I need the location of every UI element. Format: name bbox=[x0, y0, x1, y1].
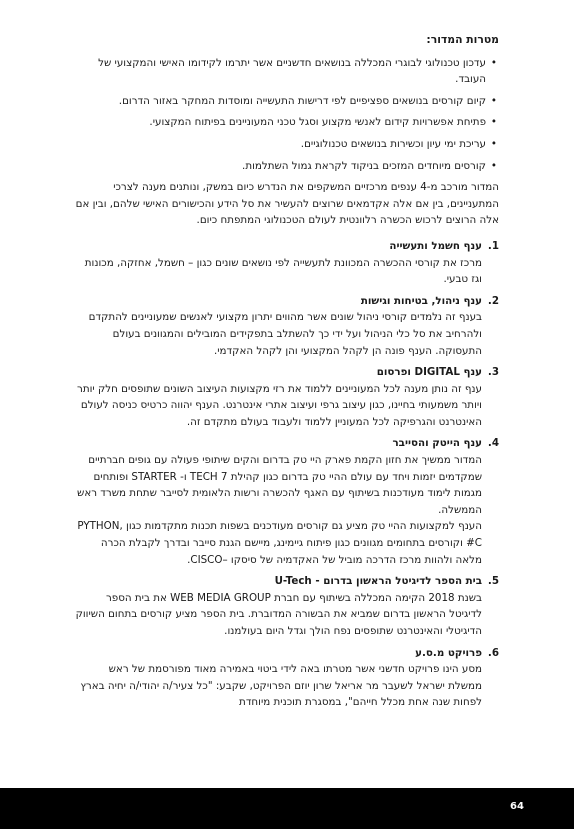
bullet-icon: • bbox=[490, 159, 497, 172]
section-title: מטרות המדור: bbox=[426, 33, 499, 46]
section-paragraph: בענף זה נלמדים קורסי ניהול שונים אשר מהווים יתרון מקצועי לאנשים שמעוניינים להתקדם ולהרחיב את סל כלי הניהול ועל ידי כך להשתלב בתפקידים המובילים והמגוונים בעולם התעסוקה. הענף פונה הן לקהל המקצועי והן לקהל האקדמי. bbox=[88, 311, 482, 357]
branch-section bbox=[75, 238, 499, 288]
section-body bbox=[75, 255, 482, 288]
branch-section bbox=[75, 435, 499, 568]
goal-text: עדכון טכנולוגי לבוגרי המכללה בנושאים חדשניים אשר יתרמו לקידומו האישי והמקצועי של העובד. bbox=[98, 56, 486, 86]
goal-item bbox=[75, 93, 499, 110]
goal-text: פתיחת אפשרויות קידום לאנשי מקצוע וסגל טכני המעוניינים בפיתוח המקצועי. bbox=[149, 116, 486, 129]
branches-list bbox=[75, 238, 499, 711]
footer-bar bbox=[0, 788, 574, 829]
section-heading: ענף ניהול, בטיחות וגישות bbox=[360, 294, 482, 307]
goal-item bbox=[75, 114, 499, 131]
page-number: 64 bbox=[510, 801, 524, 812]
branch-section bbox=[75, 573, 499, 639]
branch-section bbox=[75, 364, 499, 430]
goal-text: קורסים מיוחדים המזכים בניקוד לקראת גמול השתלמות. bbox=[242, 159, 486, 172]
goal-item bbox=[75, 55, 499, 88]
bullet-icon: • bbox=[490, 56, 497, 69]
section-paragraph: הענף למקצועות ההיי טק מציע גם קורסים מעודכנים בשפות תכנות מתקדמות כגון PYTHON, C# וקורסים בתחומים מגוונים כגון פיתוח גיימינג, מיישם הגנת סייבר ובדרך לקבלת הכרה מלאה ולהוות מרכז הדרכה מוביל של האקדמיה של סיסקו –CISCO. bbox=[77, 520, 482, 566]
goal-item bbox=[75, 158, 499, 175]
intro-paragraph: המדור מורכב מ-4 ענפים מרכזיים המשקפים את הנדרש כיום במשק, ונותנים מענה לצרכי המתעניינים, בין אם אלה אקדמאים שרוצים להעשיר את סל הידע והכישורים האישי שלהם, ובין אם אלה הרוצים לרכוש הכשרה רלוונטית לעולם הטכנולוגי המתפתח כיום. bbox=[75, 181, 499, 227]
section-paragraph: ענף זה נותן מענה לכל המעוניינים ללמוד את רזי מקצועות העיצוב השונים שתופסים חלק יותר ויותר משמעותי בחיינו, כגון עיצוב גרפי ועיצוב אתרי אינטרנט. הענף יהווה כרטיס כניסה לעולם האינטרנט והגרפיקה לכל המעוניין ללמוד ולעבוד בעולם מתקדם זה. bbox=[77, 382, 482, 428]
bullet-icon: • bbox=[490, 116, 497, 129]
section-body bbox=[75, 452, 482, 568]
goal-text: קיום קורסים בנושאים ספציפיים לפי דרישות התעשייה ומוסדות המחקר באזור הדרום. bbox=[118, 94, 486, 107]
section-number: 2. bbox=[487, 294, 499, 307]
section-paragraph: מרכז את קורסי ההכשרה המכוונת לתעשייה לפי נושאים שונים כגון – חשמל, אחזקה, מכונות וגז טבעי. bbox=[84, 256, 482, 286]
section-heading: בית הספר לדיגיטל הראשון בדרום - U-Tech bbox=[274, 575, 482, 588]
bullet-icon: • bbox=[490, 94, 497, 107]
section-number: 3. bbox=[487, 366, 499, 379]
section-paragraph: מסע הינו פרויקט חדשני אשר מטרתו באה לידי ביטוי באמירה מאוד מפורסמת של ראש ממשלת ישראל לשעבר מר אריאל שרון יוזם הפרויקט, שקבע: "כל צעיר/ה יהודי/ה יחיה בארץ לפחות שנה אחת מכלל חייהם", במסגרת תוכנית מיוחדת bbox=[80, 663, 482, 709]
section-heading: ענף חשמל ותעשייה bbox=[389, 239, 482, 252]
section-paragraph: המדור ממשיך את חזון הקמת פארק היי טק בדרום והקים שיתופי פעולה עם גופים חברתיים שמקדמים יזמות ויחד עם עולם ההיי טק בדרום כגון קהילת TECH 7 ו- STARTER ופותחים מגמות לימוד מעודכנות בשיתוף עם האגף להכשרה ורשות הלאומית לסייבר שתחת משרד ראש הממשלה. bbox=[77, 454, 482, 516]
section-number: 5. bbox=[487, 575, 499, 588]
branch-section bbox=[75, 645, 499, 711]
section-number: 4. bbox=[487, 437, 499, 450]
section-paragraph: בשנת 2018 הקימה המכללה בשיתוף עם חברת WEB MEDIA GROUP את בית הספר לדיגיטל הראשון בדרום שמביא את הבשורה המדוברת. בית הספר מציע קורסים בתחום השיווק הדיגיטלי והאינטרנט שתופסים נפח הולך וגדל היום בעולמנו. bbox=[75, 591, 482, 637]
section-heading: פרויקט מ.ס.ע bbox=[415, 646, 482, 659]
section-body bbox=[75, 661, 482, 711]
section-body bbox=[75, 381, 482, 431]
goal-text: עריכת ימי עיון וכשירות בנושאים טכנולוגיים. bbox=[300, 137, 486, 150]
section-heading: ענף DIGITAL ופרסום bbox=[376, 366, 482, 379]
document-content bbox=[75, 32, 499, 716]
section-heading: ענף הייטק והסייבר bbox=[392, 437, 482, 450]
branch-section bbox=[75, 293, 499, 359]
section-number: 6. bbox=[487, 646, 499, 659]
bullet-icon: • bbox=[490, 137, 497, 150]
goals-list bbox=[75, 55, 499, 175]
section-body bbox=[75, 309, 482, 359]
goal-item bbox=[75, 136, 499, 153]
section-body bbox=[75, 590, 482, 640]
section-number: 1. bbox=[487, 239, 499, 252]
